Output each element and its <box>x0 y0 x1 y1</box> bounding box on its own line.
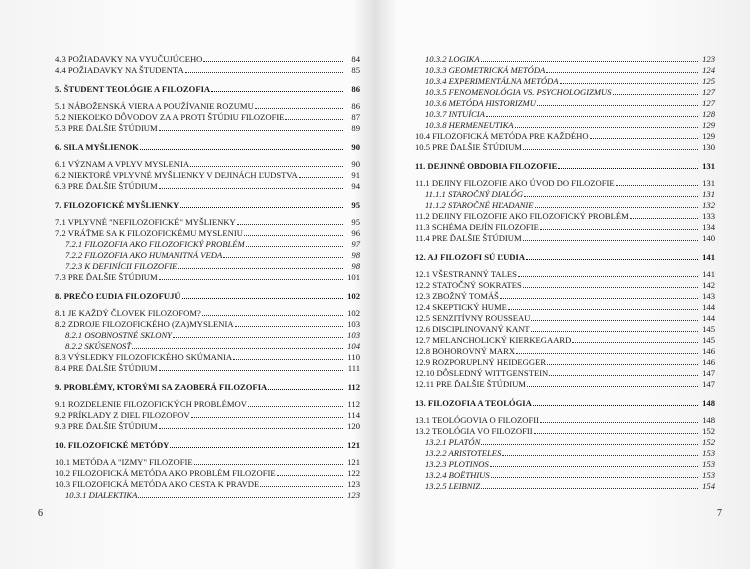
toc-entry-page: 112 <box>347 382 360 392</box>
toc-entry-page: 131 <box>702 161 715 171</box>
toc-subentry <box>415 470 715 481</box>
toc-entry <box>415 346 715 357</box>
dot-leader <box>616 184 698 186</box>
toc-entry <box>55 479 360 490</box>
dot-leader <box>534 432 698 434</box>
toc-entry-title: 7. FILOZOFICKÉ MYŠLIENKY <box>55 200 180 210</box>
toc-entry-title: 7.2.1 FILOZOFIA AKO FILOZOFICKÝ PROBLÉM <box>65 239 245 249</box>
toc-entry-page: 152 <box>702 437 715 447</box>
toc-subentry <box>55 490 360 501</box>
dot-leader <box>486 115 698 117</box>
toc-entry-page: 85 <box>351 65 360 75</box>
toc-entry <box>415 368 715 379</box>
dot-leader <box>491 476 698 478</box>
dot-leader <box>159 187 343 189</box>
toc-entry-page: 146 <box>702 346 715 356</box>
dot-leader <box>255 107 343 109</box>
toc-entry <box>55 123 360 134</box>
toc-entry-title: 6.1 VÝZNAM A VPLYV MYSLENIA <box>55 159 190 169</box>
toc-entry <box>415 324 715 335</box>
toc-entry-page: 86 <box>351 84 360 94</box>
toc-entry-page: 90 <box>351 159 360 169</box>
dot-leader <box>523 148 698 150</box>
toc-entry-title: 13.1 TEOLÓGOVIA O FILOZOFII <box>415 415 539 425</box>
toc-entry-title: 8.3 VÝSLEDKY FILOZOFICKÉHO SKÚMANIA <box>55 352 233 362</box>
toc-entry-page: 134 <box>702 222 715 232</box>
toc-entry-title: 13.2.1 PLATÓN <box>425 437 481 447</box>
toc-chapter-heading <box>415 397 715 409</box>
dot-leader <box>138 496 343 498</box>
toc-entry-title: 9.1 ROZDELENIE FILOZOFICKÝCH PROBLÉMOV <box>55 399 247 409</box>
toc-entry-page: 131 <box>702 189 715 199</box>
toc-entry-title: 7.2.3 K DEFINÍCII FILOZOFIE <box>65 261 178 271</box>
toc-subentry <box>55 250 360 261</box>
toc-entry-title: 4.4 POŽIADAVKY NA ŠTUDENTA <box>55 65 184 75</box>
toc-subentry <box>415 120 715 131</box>
dot-leader <box>516 352 698 354</box>
dot-leader <box>630 217 698 219</box>
dot-leader <box>508 308 698 310</box>
toc-subentry <box>415 481 715 492</box>
dot-leader <box>180 206 343 208</box>
toc-entry-title: 9. PROBLÉMY, KTORÝMI SA ZAOBERÁ FILOZOFIA <box>55 382 268 392</box>
toc-entry-page: 124 <box>702 65 715 75</box>
toc-entry <box>415 233 715 244</box>
toc-entry-title: 12.10 DÔSLEDNÝ WITTGENSTEIN <box>415 368 549 378</box>
dot-leader <box>159 129 343 131</box>
toc-entry-page: 86 <box>351 101 360 111</box>
toc-entry-title: 10.3.2 LOGIKA <box>425 54 480 64</box>
toc-entry-title: 11.3 SCHÉMA DEJÍN FILOZOFIE <box>415 222 539 232</box>
toc-entry <box>415 222 715 233</box>
toc-entry-page: 144 <box>702 302 715 312</box>
toc-entry-title: 12. AJ FILOZOFI SÚ ĽUDIA <box>415 252 526 262</box>
toc-entry-page: 147 <box>702 379 715 389</box>
toc-chapter-heading <box>55 199 360 211</box>
toc-entry <box>415 302 715 313</box>
toc-entry-title: 5.2 NIEKOĽKO DÔVODOV ZA A PROTI ŠTÚDIU FILOZOFIE <box>55 112 285 122</box>
toc-entry-page: 132 <box>702 200 715 210</box>
toc-entry-page: 123 <box>347 490 360 500</box>
dot-leader <box>194 463 343 465</box>
toc-entry-title: 12.8 BOHOROVNÝ MARX <box>415 346 516 356</box>
toc-entry-title: 12.11 PRE ĎALŠIE ŠTÚDIUM <box>415 379 526 389</box>
toc-entry <box>415 131 715 142</box>
dot-leader <box>244 234 343 236</box>
toc-entry-title: 12.7 MELANCHOLICKÝ KIERKEGAARD <box>415 335 572 345</box>
toc-entry-title: 12.5 SENZITÍVNY ROUSSEAU <box>415 313 531 323</box>
toc-entry-title: 5. ŠTUDENT TEOLÓGIE A FILOZOFIA <box>55 84 211 94</box>
dot-leader <box>613 93 698 95</box>
toc-entry-title: 7.3 PRE ĎALŠIE ŠTÚDIUM <box>55 272 158 282</box>
dot-leader <box>531 330 698 332</box>
toc-entry-page: 141 <box>702 252 715 262</box>
dot-leader <box>549 374 698 376</box>
toc-entry-title: 10.5 PRE ĎALŠIE ŠTÚDIUM <box>415 142 522 152</box>
toc-entry-title: 13. FILOZOFIA A TEOLÓGIA <box>415 398 532 408</box>
toc-entry <box>55 217 360 228</box>
toc-entry-page: 114 <box>347 410 360 420</box>
dot-leader <box>500 297 698 299</box>
toc-entry-page: 94 <box>351 181 360 191</box>
toc-entry-title: 10.3.1 DIALEKTIKA <box>65 490 138 500</box>
toc-entry-title: 5.3 PRE ĎALŠIE ŠTÚDIUM <box>55 123 158 133</box>
dot-leader <box>481 60 698 62</box>
toc-entry-title: 11.1.2 STAROČNÉ HĽADANIE <box>425 200 534 210</box>
toc-entry <box>55 101 360 112</box>
toc-entry-page: 111 <box>347 363 360 373</box>
toc-chapter-heading <box>415 251 715 263</box>
toc-entry-title: 6.2 NIEKTORÉ VPLYVNÉ MYŠLIENKY V DEJINÁCH ĽUDSTVA <box>55 170 298 180</box>
toc-entry-title: 8. PREČO ĽUDIA FILOZOFUJÚ <box>55 291 181 301</box>
toc-entry-page: 133 <box>702 211 715 221</box>
toc-entry-page: 131 <box>702 178 715 188</box>
toc-entry-title: 8.4 PRE ĎALŠIE ŠTÚDIUM <box>55 363 158 373</box>
toc-subentry <box>415 87 715 98</box>
toc-entry-title: 11.4 PRE ĎALŠIE ŠTÚDIUM <box>415 233 522 243</box>
toc-entry-title: 6.3 PRE ĎALŠIE ŠTÚDIUM <box>55 181 158 191</box>
toc-entry-page: 153 <box>702 459 715 469</box>
toc-entry-page: 89 <box>351 123 360 133</box>
dot-leader <box>191 416 343 418</box>
toc-entry-title: 8.2.2 SKÚSENOSŤ <box>65 341 132 351</box>
dot-leader <box>523 239 698 241</box>
toc-entry <box>415 379 715 390</box>
dot-leader <box>540 228 698 230</box>
toc-entry-page: 146 <box>702 357 715 367</box>
dot-leader <box>533 404 698 406</box>
toc-entry-page: 148 <box>702 398 715 408</box>
toc-entry <box>55 457 360 468</box>
toc-entry <box>55 170 360 181</box>
toc-entry-page: 90 <box>351 142 360 152</box>
toc-subentry <box>415 54 715 65</box>
dot-leader <box>572 341 698 343</box>
toc-subentry <box>415 459 715 470</box>
dot-leader <box>223 256 343 258</box>
toc-entry-page: 95 <box>351 217 360 227</box>
dot-leader <box>524 195 698 197</box>
toc-entry-page: 95 <box>351 200 360 210</box>
toc-subentry <box>415 76 715 87</box>
toc-entry-page: 144 <box>702 313 715 323</box>
toc-entry-title: 6. SILA MYŠLIENOK <box>55 142 139 152</box>
toc-entry-page: 110 <box>347 352 360 362</box>
dot-leader <box>246 245 343 247</box>
toc-entry-title: 13.2.5 LEIBNIZ <box>425 481 481 491</box>
toc-entry <box>55 410 360 421</box>
toc-entry <box>415 415 715 426</box>
toc-entry-page: 129 <box>702 131 715 141</box>
dot-leader <box>178 267 343 269</box>
toc-entry <box>55 159 360 170</box>
toc-entry-title: 9.2 PRÍKLADY Z DIEL FILOZOFOV <box>55 410 190 420</box>
dot-leader <box>132 347 343 349</box>
dot-leader <box>159 278 343 280</box>
toc-entry-title: 7.1 VPLYVNÉ "NEFILOZOFICKÉ" MYŠLIENKY <box>55 217 236 227</box>
dot-leader <box>546 71 698 73</box>
toc-entry <box>55 272 360 283</box>
toc-chapter-heading <box>55 381 360 393</box>
toc-entry-page: 123 <box>347 479 360 489</box>
toc-entry-page: 125 <box>702 76 715 86</box>
toc-entry-page: 127 <box>702 98 715 108</box>
toc-entry <box>55 352 360 363</box>
toc-chapter-heading <box>415 160 715 172</box>
dot-leader <box>299 176 343 178</box>
toc-entry-title: 10.3.7 INTUÍCIA <box>425 109 485 119</box>
toc-entry <box>415 313 715 324</box>
toc-entry-page: 153 <box>702 448 715 458</box>
toc-entry-page: 103 <box>347 330 360 340</box>
toc-entry-title: 12.1 VŠESTRANNÝ TALES <box>415 269 517 279</box>
toc-subentry <box>415 109 715 120</box>
toc-entry-title: 13.2.4 BOËTHIUS <box>425 470 490 480</box>
dot-leader <box>523 286 698 288</box>
toc-entry-title: 10.4 FILOZOFICKÁ METÓDA PRE KAŽDÉHO <box>415 131 589 141</box>
toc-chapter-heading <box>55 141 360 153</box>
toc-entry <box>55 468 360 479</box>
toc-entry-title: 8.2 ZDROJE FILOZOFICKÉHO (ZA)MYSLENIA <box>55 319 234 329</box>
toc-entry-title: 4.3 POŽIADAVKY NA VYUČUJÚCEHO <box>55 54 203 64</box>
toc-entry <box>55 421 360 432</box>
toc-entry-page: 141 <box>702 269 715 279</box>
toc-entry <box>415 269 715 280</box>
dot-leader <box>190 165 343 167</box>
toc-entry <box>55 181 360 192</box>
dot-leader <box>481 487 698 489</box>
toc-entry <box>55 54 360 65</box>
toc-entry-page: 152 <box>702 426 715 436</box>
toc-entry-page: 147 <box>702 368 715 378</box>
toc-entry-page: 142 <box>702 280 715 290</box>
dot-leader <box>203 60 343 62</box>
dot-leader <box>558 167 698 169</box>
dot-leader <box>515 126 698 128</box>
dot-leader <box>490 465 698 467</box>
toc-entry-page: 98 <box>351 261 360 271</box>
dot-leader <box>140 148 343 150</box>
toc-subentry <box>415 437 715 448</box>
dot-leader <box>481 443 698 445</box>
toc-entry-page: 154 <box>702 481 715 491</box>
dot-leader <box>535 206 698 208</box>
dot-leader <box>277 474 343 476</box>
toc-right <box>415 54 715 492</box>
toc-chapter-heading <box>55 439 360 451</box>
toc-entry-page: 121 <box>347 440 360 450</box>
toc-entry-title: 12.9 ROZPORUPLNÝ HEIDEGGER <box>415 357 547 367</box>
dot-leader <box>233 358 343 360</box>
dot-leader <box>560 82 698 84</box>
toc-entry-title: 10.2 FILOZOFICKÁ METÓDA AKO PROBLÉM FILOZOFIE <box>55 468 276 478</box>
toc-entry-title: 10.3.5 FENOMENOLÓGIA VS. PSYCHOLOGIZMUS <box>425 87 612 97</box>
right-page <box>375 0 750 569</box>
toc-entry-title: 10.1 METÓDA A "IZMY" FILOZOFIE <box>55 457 193 467</box>
toc-entry-page: 153 <box>702 470 715 480</box>
toc-entry-title: 10.3.4 EXPERIMENTÁLNA METÓDA <box>425 76 559 86</box>
toc-entry-page: 143 <box>702 291 715 301</box>
toc-entry-page: 103 <box>347 319 360 329</box>
toc-subentry <box>55 239 360 250</box>
toc-subentry <box>415 448 715 459</box>
dot-leader <box>248 405 343 407</box>
toc-entry <box>415 211 715 222</box>
toc-entry-page: 148 <box>702 415 715 425</box>
page-number-right: 7 <box>717 508 722 519</box>
dot-leader <box>268 388 343 390</box>
toc-entry-title: 11.1.1 STAROČNÝ DIALÓG <box>425 189 524 199</box>
toc-entry-page: 102 <box>347 308 360 318</box>
toc-entry <box>55 399 360 410</box>
toc-entry-page: 130 <box>702 142 715 152</box>
toc-entry-title: 10.3.8 HERMENEUTIKA <box>425 120 514 130</box>
toc-entry-page: 98 <box>351 250 360 260</box>
toc-entry-page: 96 <box>351 228 360 238</box>
toc-chapter-heading <box>55 290 360 302</box>
toc-entry-title: 11. DEJINNÉ OBDOBIA FILOZOFIE <box>415 161 558 171</box>
toc-entry <box>55 363 360 374</box>
toc-entry-title: 5.1 NÁBOŽENSKÁ VIERA A POUŽÍVANIE ROZUMU <box>55 101 254 111</box>
dot-leader <box>202 314 343 316</box>
dot-leader <box>185 71 343 73</box>
toc-entry-title: 7.2 VRÁŤME SA K FILOZOFICKÉMU MYSLENIU <box>55 228 243 238</box>
toc-entry-title: 12.2 STATOČNÝ SOKRATES <box>415 280 522 290</box>
dot-leader <box>540 421 698 423</box>
toc-entry-page: 128 <box>702 109 715 119</box>
toc-entry-page: 102 <box>347 291 360 301</box>
toc-chapter-heading <box>55 83 360 95</box>
dot-leader <box>547 363 698 365</box>
dot-leader <box>527 385 698 387</box>
dot-leader <box>531 319 698 321</box>
toc-entry-page: 121 <box>347 457 360 467</box>
toc-entry <box>415 280 715 291</box>
toc-entry-page: 127 <box>702 87 715 97</box>
toc-subentry <box>415 200 715 211</box>
dot-leader <box>182 297 343 299</box>
toc-subentry <box>55 341 360 352</box>
toc-entry <box>415 357 715 368</box>
toc-entry-title: 12.3 ZBOŽNÝ TOMÁŠ <box>415 291 499 301</box>
dot-leader <box>537 104 698 106</box>
toc-entry-title: 12.6 DISCIPLINOVANÝ KANT <box>415 324 530 334</box>
dot-leader <box>170 446 343 448</box>
page-number-left: 6 <box>38 508 43 519</box>
dot-leader <box>526 258 698 260</box>
toc-subentry <box>415 98 715 109</box>
toc-entry <box>55 112 360 123</box>
toc-subentry <box>55 261 360 272</box>
toc-entry-title: 10. FILOZOFICKÉ METÓDY <box>55 440 170 450</box>
toc-entry-title: 8.2.1 OSOBNOSTNÉ SKLONY <box>65 330 172 340</box>
toc-entry <box>415 335 715 346</box>
dot-leader <box>590 137 698 139</box>
toc-entry-page: 87 <box>351 112 360 122</box>
toc-entry <box>55 65 360 76</box>
toc-entry-title: 13.2.2 ARISTOTELES <box>425 448 502 458</box>
dot-leader <box>173 336 343 338</box>
toc-entry <box>55 319 360 330</box>
dot-leader <box>502 454 698 456</box>
toc-entry <box>55 308 360 319</box>
toc-entry-page: 145 <box>702 324 715 334</box>
toc-entry <box>415 426 715 437</box>
toc-entry <box>55 228 360 239</box>
dot-leader <box>237 223 343 225</box>
dot-leader <box>285 118 343 120</box>
dot-leader <box>518 275 698 277</box>
toc-entry-title: 13.2.3 PLOTINOS <box>425 459 489 469</box>
toc-entry-page: 120 <box>347 421 360 431</box>
dot-leader <box>159 369 343 371</box>
dot-leader <box>159 427 343 429</box>
toc-subentry <box>415 65 715 76</box>
dot-leader <box>260 485 343 487</box>
toc-entry-title: 8.1 JE KAŽDÝ ČLOVEK FILOZOFOM? <box>55 308 201 318</box>
toc-entry-page: 145 <box>702 335 715 345</box>
toc-entry-title: 10.3.3 GEOMETRICKÁ METÓDA <box>425 65 546 75</box>
toc-entry-page: 123 <box>702 54 715 64</box>
toc-entry-title: 7.2.2 FILOZOFIA AKO HUMANITNÁ VEDA <box>65 250 223 260</box>
toc-entry <box>415 291 715 302</box>
toc-entry-page: 104 <box>347 341 360 351</box>
toc-entry-title: 11.1 DEJINY FILOZOFIE AKO ÚVOD DO FILOZOFIE <box>415 178 615 188</box>
toc-entry-title: 10.3 FILOZOFICKÁ METÓDA AKO CESTA K PRAVDE <box>55 479 260 489</box>
toc-subentry <box>55 330 360 341</box>
toc-left <box>55 54 360 501</box>
toc-entry-title: 10.3.6 METÓDA HISTORIZMU <box>425 98 536 108</box>
dot-leader <box>235 325 343 327</box>
toc-entry-title: 9.3 PRE ĎALŠIE ŠTÚDIUM <box>55 421 158 431</box>
toc-entry-title: 13.2 TEOLÓGIA VO FILOZOFII <box>415 426 533 436</box>
toc-entry-page: 84 <box>351 54 360 64</box>
toc-entry-page: 112 <box>347 399 360 409</box>
toc-entry-page: 140 <box>702 233 715 243</box>
toc-entry-page: 97 <box>351 239 360 249</box>
toc-entry <box>415 178 715 189</box>
toc-entry-page: 129 <box>702 120 715 130</box>
toc-entry-page: 91 <box>351 170 360 180</box>
toc-entry-title: 11.2 DEJINY FILOZOFIE AKO FILOZOFICKÝ PROBLÉM <box>415 211 629 221</box>
toc-entry-page: 101 <box>347 272 360 282</box>
toc-entry-title: 12.4 SKEPTICKÝ HUME <box>415 302 507 312</box>
toc-subentry <box>415 189 715 200</box>
dot-leader <box>211 90 343 92</box>
toc-entry-page: 122 <box>347 468 360 478</box>
toc-entry <box>415 142 715 153</box>
